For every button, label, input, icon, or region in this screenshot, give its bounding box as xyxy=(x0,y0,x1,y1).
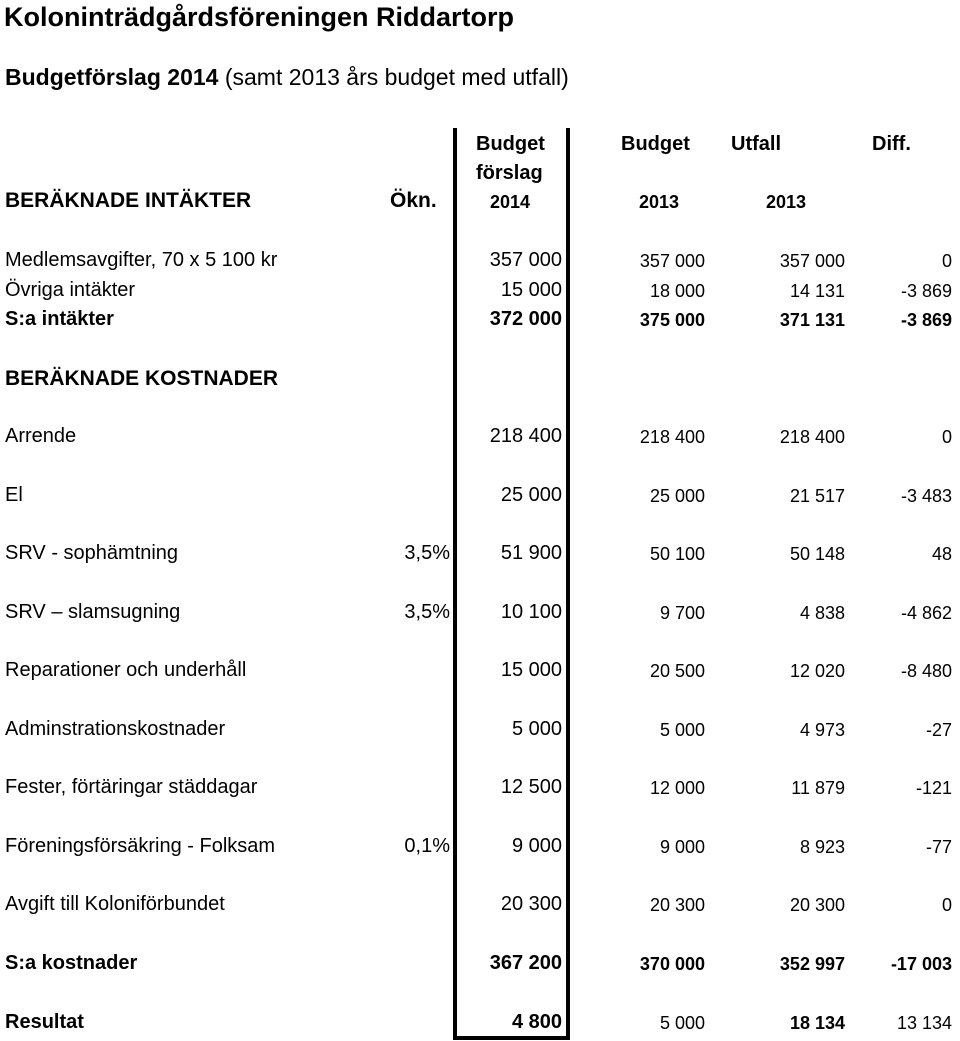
row-outcome: 218 400 xyxy=(779,427,845,447)
row-budget: 18 000 xyxy=(649,281,705,301)
header-outcome: Utfall xyxy=(731,133,781,155)
row-budget: 20 500 xyxy=(649,661,705,681)
row-diff: 0 xyxy=(941,427,952,447)
row-budget: 9 000 xyxy=(659,837,705,857)
row-label: Arrende xyxy=(5,425,77,447)
row-proposal: 10 100 xyxy=(500,601,562,623)
row-diff: -3 869 xyxy=(900,310,952,330)
row-budget: 218 400 xyxy=(639,427,705,447)
row-label: Adminstrationskostnader xyxy=(5,718,226,740)
row-label: S:a intäkter xyxy=(5,308,114,330)
row-label: S:a kostnader xyxy=(5,952,138,974)
subtitle-bold: Budgetförslag 2014 xyxy=(5,64,219,90)
row-diff: -3 869 xyxy=(900,281,952,301)
row-proposal: 15 000 xyxy=(500,659,562,681)
row-proposal: 218 400 xyxy=(489,425,562,447)
row-increase: 3,5% xyxy=(404,601,450,623)
row-budget: 50 100 xyxy=(649,544,705,564)
row-diff: -3 483 xyxy=(900,486,952,506)
row-proposal: 5 000 xyxy=(511,718,562,740)
row-diff: -27 xyxy=(925,720,952,740)
row-outcome: 8 923 xyxy=(799,837,845,857)
header-budget: Budget xyxy=(621,133,690,155)
row-increase: 0,1% xyxy=(404,835,450,857)
row-diff: 0 xyxy=(941,895,952,915)
income-heading: BERÄKNADE INTÄKTER xyxy=(5,189,252,212)
row-outcome: 14 131 xyxy=(789,281,845,301)
row-budget: 370 000 xyxy=(639,954,705,974)
header-diff: Diff. xyxy=(872,133,911,155)
row-budget: 9 700 xyxy=(659,603,705,623)
row-proposal: 4 800 xyxy=(511,1011,562,1033)
row-diff: 48 xyxy=(931,544,952,564)
row-label: El xyxy=(5,484,23,506)
row-outcome: 20 300 xyxy=(789,895,845,915)
row-diff: -8 480 xyxy=(900,661,952,681)
row-budget: 5 000 xyxy=(659,1013,705,1033)
row-outcome: 4 838 xyxy=(799,603,845,623)
row-diff: 13 134 xyxy=(896,1013,952,1033)
row-budget: 25 000 xyxy=(649,486,705,506)
row-label: Medlemsavgifter, 70 x 5 100 kr xyxy=(5,249,278,271)
header-proposal-line1: Budget xyxy=(476,133,545,155)
row-budget: 20 300 xyxy=(649,895,705,915)
row-budget: 5 000 xyxy=(659,720,705,740)
row-label: SRV - sophämtning xyxy=(5,542,179,564)
row-label: Fester, förtäringar städdagar xyxy=(5,776,258,798)
proposal-frame-right xyxy=(566,128,570,1040)
row-label: Övriga intäkter xyxy=(5,279,136,301)
row-outcome: 352 997 xyxy=(779,954,845,974)
row-label: Resultat xyxy=(5,1011,84,1033)
row-diff: -4 862 xyxy=(900,603,952,623)
row-proposal: 20 300 xyxy=(500,893,562,915)
proposal-frame-bottom xyxy=(453,1036,570,1040)
row-proposal: 9 000 xyxy=(511,835,562,857)
costs-heading: BERÄKNADE KOSTNADER xyxy=(5,367,279,390)
row-proposal: 372 000 xyxy=(489,308,562,330)
okn-header: Ökn. xyxy=(390,189,437,212)
row-label: Reparationer och underhåll xyxy=(5,659,247,681)
row-budget: 375 000 xyxy=(639,310,705,330)
row-diff: -77 xyxy=(925,837,952,857)
row-budget: 357 000 xyxy=(639,251,705,271)
row-outcome: 357 000 xyxy=(779,251,845,271)
row-proposal: 12 500 xyxy=(500,776,562,798)
row-proposal: 51 900 xyxy=(500,542,562,564)
row-proposal: 367 200 xyxy=(489,952,562,974)
row-outcome: 12 020 xyxy=(789,661,845,681)
row-proposal: 25 000 xyxy=(500,484,562,506)
row-outcome: 11 879 xyxy=(791,778,845,798)
header-budget-year: 2013 xyxy=(639,192,680,212)
row-budget: 12 000 xyxy=(649,778,705,798)
row-label: Föreningsförsäkring - Folksam xyxy=(5,835,276,857)
row-proposal: 357 000 xyxy=(489,249,562,271)
row-proposal: 15 000 xyxy=(500,279,562,301)
row-outcome: 21 517 xyxy=(789,486,845,506)
row-outcome: 4 973 xyxy=(799,720,845,740)
row-increase: 3,5% xyxy=(404,542,450,564)
row-outcome: 18 134 xyxy=(789,1013,845,1033)
header-proposal-line2: förslag xyxy=(476,162,543,184)
row-label: SRV – slamsugning xyxy=(5,601,181,623)
organization-title: Koloninträdgårdsföreningen Riddartorp xyxy=(4,2,514,32)
subtitle-normal: (samt 2013 års budget med utfall) xyxy=(218,64,569,90)
row-diff: -121 xyxy=(915,778,952,798)
header-outcome-year: 2013 xyxy=(766,192,807,212)
row-diff: -17 003 xyxy=(890,954,952,974)
header-proposal-year: 2014 xyxy=(490,192,531,212)
row-outcome: 371 131 xyxy=(779,310,845,330)
row-outcome: 50 148 xyxy=(789,544,845,564)
row-label: Avgift till Koloniförbundet xyxy=(5,893,225,915)
proposal-frame-left xyxy=(453,128,457,1040)
page-subtitle xyxy=(5,64,569,91)
row-diff: 0 xyxy=(941,251,952,271)
